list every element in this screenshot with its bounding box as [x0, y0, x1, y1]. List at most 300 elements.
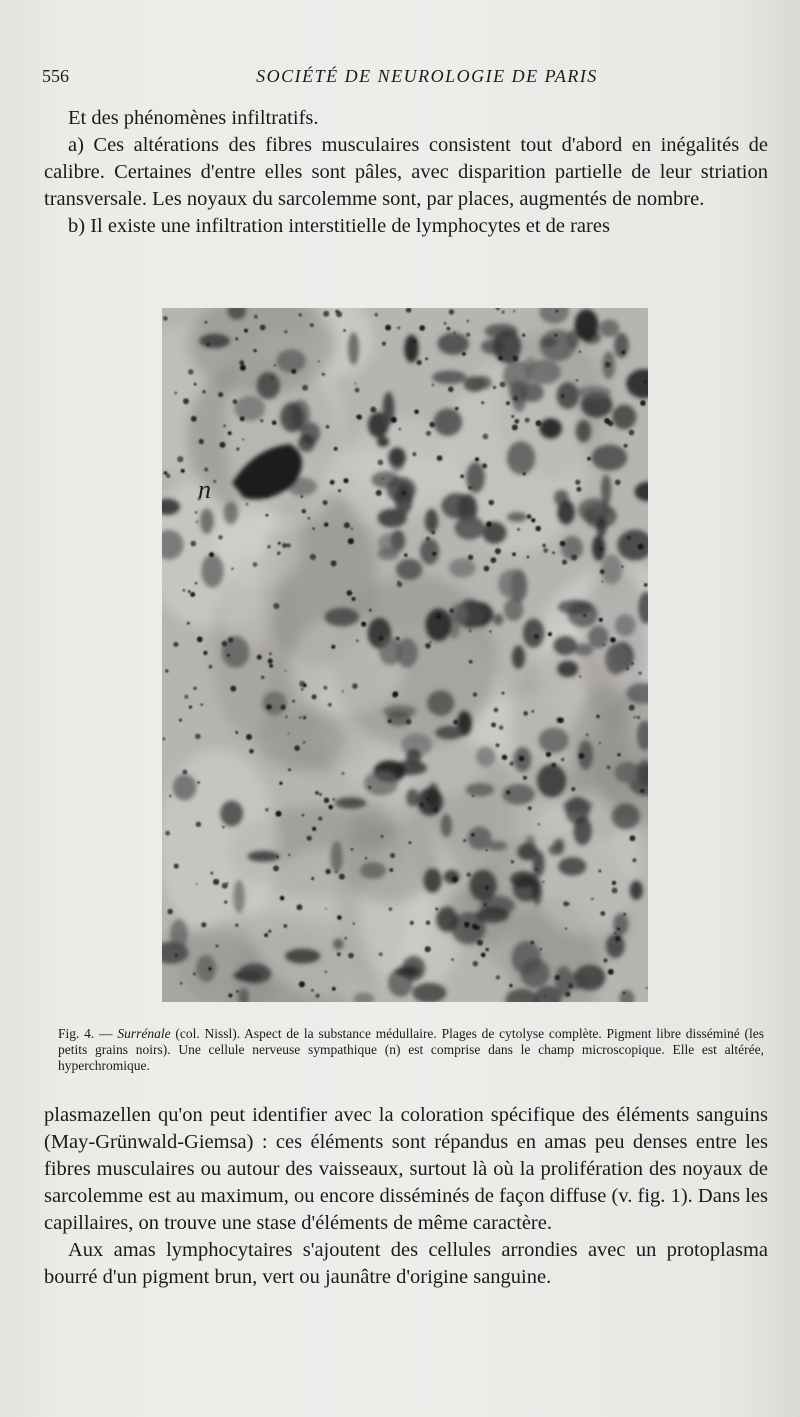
micrograph-cell [276, 349, 305, 372]
pigment-grain [195, 582, 197, 584]
pigment-grain [639, 672, 642, 675]
pigment-grain [575, 480, 580, 485]
pigment-grain [222, 883, 228, 889]
pigment-grain [491, 722, 496, 727]
pigment-grain [540, 948, 542, 950]
pigment-grain [429, 422, 435, 428]
pigment-grain [382, 478, 384, 480]
micrograph-cell [406, 749, 421, 765]
pigment-grain [222, 826, 224, 828]
pigment-grain [169, 795, 171, 797]
pigment-grain [568, 983, 573, 988]
pigment-grain [506, 401, 510, 405]
pigment-grain [528, 806, 532, 810]
pigment-grain [355, 388, 360, 393]
pigment-grain [604, 418, 610, 424]
micrograph-cell [521, 383, 544, 402]
micrograph-cell [576, 420, 591, 443]
pigment-grain [218, 535, 222, 539]
pigment-grain [591, 898, 594, 901]
pigment-grain [552, 551, 555, 554]
micrograph-cell [377, 437, 389, 447]
pigment-grain [330, 480, 335, 485]
micrograph-cell [450, 604, 468, 625]
micrograph-cell [173, 774, 197, 800]
pigment-grain [489, 500, 495, 506]
pigment-grain [179, 719, 182, 722]
pigment-grain [414, 410, 419, 415]
pigment-grain [188, 369, 193, 374]
pigment-grain [235, 337, 238, 340]
pigment-grain [173, 642, 178, 647]
micrograph-cell [364, 771, 398, 796]
pigment-grain [195, 511, 198, 514]
pigment-grain [175, 392, 177, 394]
pigment-grain [370, 407, 376, 413]
pigment-grain [576, 487, 581, 492]
pigment-grain [323, 686, 327, 690]
pigment-grain [485, 948, 489, 952]
running-title: SOCIÉTÉ DE NEUROLOGIE DE PARIS [256, 66, 598, 86]
pigment-grain [603, 644, 605, 646]
micrograph-cell [199, 334, 230, 349]
micrograph-cell [222, 636, 250, 668]
micrograph-cell [234, 396, 265, 421]
micrograph-cell [523, 619, 544, 648]
micrograph-cell [476, 746, 495, 766]
cell-marker-n: n [198, 475, 211, 504]
pigment-grain [420, 803, 424, 807]
pigment-grain [253, 349, 256, 352]
pigment-grain [325, 869, 330, 874]
pigment-grain [599, 742, 601, 744]
pigment-grain [274, 364, 276, 366]
pigment-grain [269, 652, 272, 655]
pigment-grain [472, 795, 475, 798]
micrograph-cell [557, 500, 574, 525]
pigment-grain [431, 531, 435, 535]
micrograph-cell [285, 949, 320, 964]
micrograph-cell [498, 569, 525, 598]
micrograph-cell [412, 983, 446, 1002]
pigment-grain [342, 772, 345, 775]
pigment-grain [390, 853, 395, 858]
pigment-grain [465, 924, 469, 928]
pigment-grain [514, 419, 519, 424]
pigment-grain [201, 703, 203, 705]
pigment-grain [502, 692, 505, 695]
pigment-grain [228, 431, 232, 435]
pigment-grain [227, 654, 230, 657]
pigment-grain [240, 416, 245, 421]
micrograph-cell [233, 880, 244, 913]
pigment-grain [375, 313, 378, 316]
micrograph-cell [378, 509, 407, 528]
pigment-grain [338, 489, 341, 492]
pigment-grain [361, 622, 366, 627]
pigment-grain [436, 613, 442, 619]
pigment-grain [324, 522, 328, 526]
pigment-grain [369, 609, 372, 612]
pigment-grain [463, 839, 466, 842]
pigment-grain [534, 634, 539, 639]
micrograph-cell [170, 919, 188, 950]
pigment-grain [506, 790, 510, 794]
pigment-grain [432, 552, 436, 556]
pigment-grain [426, 431, 431, 436]
micrograph-cell [379, 637, 402, 665]
pigment-grain [413, 340, 417, 344]
micrograph-cell [417, 788, 443, 816]
pigment-grain [339, 874, 345, 880]
pigment-grain [466, 333, 470, 337]
pigment-grain [228, 994, 232, 998]
pigment-grain [249, 749, 254, 754]
pigment-grain [299, 313, 302, 316]
pigment-grain [303, 716, 306, 719]
pigment-grain [291, 369, 296, 374]
pigment-grain [351, 528, 353, 530]
pigment-grain [356, 415, 360, 419]
pigment-grain [189, 706, 192, 709]
pigment-grain [535, 526, 541, 532]
pigment-grain [392, 692, 397, 697]
pigment-grain [481, 953, 486, 958]
pigment-grain [310, 323, 314, 327]
pigment-grain [531, 518, 535, 522]
pigment-grain [342, 690, 344, 692]
pigment-grain [191, 541, 197, 547]
pigment-grain [287, 733, 289, 735]
pigment-grain [195, 734, 201, 740]
pigment-grain [538, 823, 540, 825]
pigment-grain [472, 924, 478, 930]
pigment-grain [302, 814, 304, 816]
pigment-grain [489, 630, 491, 632]
pigment-grain [180, 982, 182, 984]
pigment-grain [401, 491, 406, 496]
pigment-grain [437, 455, 443, 461]
pigment-grain [412, 452, 416, 456]
pigment-grain [246, 734, 252, 740]
micrograph-cell [464, 376, 486, 392]
pigment-grain [265, 808, 268, 811]
micrograph-cell [512, 645, 525, 668]
pigment-grain [511, 860, 514, 863]
pigment-grain [624, 444, 628, 448]
micrograph-cell [406, 789, 419, 807]
pigment-grain [190, 592, 195, 597]
micrograph-cell [438, 333, 469, 355]
pigment-grain [344, 937, 347, 940]
pigment-grain [496, 975, 500, 979]
pigment-grain [637, 716, 640, 719]
pigment-grain [261, 676, 264, 679]
pigment-grain [316, 994, 320, 998]
pigment-grain [230, 686, 236, 692]
pigment-grain [260, 325, 266, 331]
pigment-grain [495, 548, 501, 554]
pigment-grain [426, 537, 430, 541]
micrograph-cell [224, 502, 238, 525]
pigment-grain [579, 753, 585, 759]
pigment-grain [527, 556, 530, 559]
micrograph-cell [614, 333, 629, 358]
pigment-grain [546, 752, 551, 757]
micrograph-cell [540, 418, 562, 438]
pigment-grain [164, 471, 168, 475]
pigment-grain [579, 676, 581, 678]
pigment-grain [328, 703, 332, 707]
micrograph-cell [549, 844, 565, 855]
pigment-grain [235, 731, 238, 734]
pigment-grain [542, 881, 544, 883]
pigment-grain [163, 738, 166, 741]
pigment-grain [191, 416, 197, 422]
pigment-grain [292, 700, 295, 703]
pigment-grain [631, 662, 633, 664]
micrograph-cell [435, 726, 463, 740]
pigment-grain [318, 361, 320, 363]
pigment-grain [324, 798, 330, 804]
pigment-grain [303, 741, 305, 743]
pigment-grain [319, 793, 322, 796]
pigment-grain [337, 915, 342, 920]
pigment-grain [565, 992, 570, 997]
pigment-grain [603, 958, 607, 962]
pigment-grain [276, 811, 282, 817]
pigment-grain [351, 597, 355, 601]
pigment-grain [471, 833, 475, 837]
pigment-grain [348, 538, 354, 544]
pigment-grain [623, 991, 626, 994]
micrograph-cell [593, 501, 603, 515]
pigment-grain [246, 503, 249, 506]
micrograph-cell [335, 797, 366, 808]
pigment-grain [629, 705, 635, 711]
pigment-grain [220, 442, 226, 448]
pigment-grain [348, 953, 354, 959]
caption-organ: Surrénale [117, 1026, 171, 1041]
pigment-grain [510, 762, 514, 766]
micrograph-cell [507, 512, 527, 522]
pigment-grain [621, 350, 625, 354]
pigment-grain [273, 865, 279, 871]
paragraph-b: b) Il existe une infiltration interstitielle de lymphocytes et de rares [68, 215, 610, 237]
pigment-grain [184, 695, 188, 699]
pigment-grain [216, 945, 219, 948]
pigment-grain [462, 352, 466, 356]
pigment-grain [605, 362, 611, 368]
pigment-grain [331, 560, 337, 566]
pigment-grain [323, 311, 329, 317]
pigment-grain [239, 360, 244, 365]
pigment-grain [344, 479, 348, 483]
pigment-grain [268, 658, 273, 663]
pigment-grain [432, 384, 435, 387]
pigment-grain [303, 684, 307, 688]
micrograph-cell [575, 309, 599, 340]
pigment-grain [617, 753, 620, 756]
micrograph-cell [588, 626, 608, 649]
pigment-grain [543, 548, 548, 553]
pigment-grain [477, 940, 483, 946]
pigment-grain [336, 311, 342, 317]
pigment-grain [376, 490, 382, 496]
pigment-grain [629, 430, 635, 436]
pigment-grain [188, 590, 191, 593]
micrograph-cell [432, 371, 466, 384]
pigment-grain [355, 383, 357, 385]
pigment-grain [571, 555, 577, 561]
pigment-grain [326, 425, 329, 428]
pigment-grain [228, 637, 233, 642]
pigment-grain [325, 971, 327, 973]
pigment-grain [201, 922, 206, 927]
paragraph-amas: Aux amas lymphocytaires s'ajoutent des cellules arrondies avec un protoplasma bourré d'un pigment brun, vert ou jaunâtre d'origine sanguine. [44, 1239, 768, 1288]
pigment-grain [282, 543, 287, 548]
pigment-grain [268, 930, 271, 933]
micrograph-cell [424, 868, 442, 893]
pigment-grain [632, 858, 636, 862]
micrograph-cell [481, 339, 505, 354]
pigment-grain [301, 688, 304, 691]
pigment-grain [236, 990, 238, 992]
pigment-grain [473, 961, 479, 967]
pigment-grain [587, 457, 591, 461]
pigment-grain [638, 544, 644, 550]
pigment-grain [512, 552, 516, 556]
pigment-grain [337, 952, 341, 956]
pigment-grain [240, 365, 246, 371]
pigment-grain [491, 557, 497, 563]
pigment-grain [452, 876, 458, 882]
pigment-grain [626, 667, 629, 670]
pigment-grain [242, 439, 244, 441]
pigment-grain [177, 456, 183, 462]
pigment-grain [629, 835, 635, 841]
pigment-grain [244, 329, 248, 333]
pigment-grain [558, 717, 564, 723]
micrograph-cell [196, 955, 216, 982]
pigment-grain [213, 879, 219, 885]
pigment-grain [312, 827, 316, 831]
pigment-grain [199, 439, 204, 444]
pigment-grain [419, 325, 425, 331]
pigment-grain [183, 398, 189, 404]
pigment-grain [640, 789, 644, 793]
micrograph-cell [540, 330, 576, 362]
pigment-grain [512, 356, 518, 362]
pigment-grain [435, 908, 438, 911]
pigment-grain [426, 798, 429, 801]
micrograph-cell [612, 804, 640, 830]
micrograph-cell [592, 445, 628, 471]
pigment-grain [527, 514, 532, 519]
pigment-grain [583, 614, 586, 617]
pigment-grain [517, 528, 520, 531]
pigment-grain [302, 385, 308, 391]
pigment-grain [347, 590, 353, 596]
micrograph-wash [343, 821, 439, 903]
pigment-grain [299, 716, 301, 718]
pigment-grain [333, 798, 335, 800]
micrograph-cell [420, 538, 439, 564]
pigment-grain [512, 424, 518, 430]
micrograph-cell [502, 784, 535, 805]
top-text-block [44, 105, 768, 240]
pigment-grain [498, 356, 503, 361]
pigment-grain [600, 911, 605, 916]
micrograph-cell [630, 881, 643, 900]
micrograph-cell [449, 558, 476, 578]
micrograph-cell [605, 644, 627, 675]
pigment-grain [277, 552, 280, 555]
micrograph-cell [520, 959, 549, 988]
pigment-grain [196, 521, 198, 523]
pigment-grain [486, 849, 488, 851]
caption-label: Fig. 4. — [58, 1026, 113, 1041]
pigment-grain [368, 786, 371, 789]
micrograph-cell [248, 851, 280, 862]
pigment-grain [328, 805, 333, 810]
pigment-grain [389, 868, 393, 872]
pigment-grain [523, 472, 526, 475]
pigment-grain [460, 474, 464, 478]
pigment-grain [502, 311, 505, 314]
pigment-grain [473, 693, 477, 697]
micrograph-cell [333, 938, 344, 949]
micrograph-cell [599, 319, 619, 337]
pigment-grain [623, 913, 626, 916]
pigment-grain [284, 924, 288, 928]
pigment-grain [382, 342, 386, 346]
pigment-grain [399, 428, 401, 430]
pigment-grain [352, 683, 358, 689]
pigment-grain [288, 768, 291, 771]
pigment-grain [481, 401, 484, 404]
figure-caption [58, 1026, 764, 1074]
pigment-grain [334, 447, 338, 451]
pigment-grain [233, 399, 238, 404]
micrograph-cell [280, 402, 304, 432]
pigment-grain [266, 704, 272, 710]
micrograph-cell [234, 970, 263, 981]
pigment-grain [265, 494, 268, 497]
pigment-grain [522, 334, 525, 337]
pigment-grain [615, 479, 621, 485]
pigment-grain [608, 969, 614, 975]
micrograph-cell [493, 614, 503, 625]
pigment-grain [167, 909, 173, 915]
pigment-grain [397, 582, 403, 588]
pigment-grain [281, 705, 286, 710]
pigment-grain [194, 383, 197, 386]
pigment-grain [312, 694, 317, 699]
pigment-grain [323, 500, 328, 505]
pigment-grain [544, 995, 546, 997]
pigment-grain [197, 636, 203, 642]
micrograph-cell [507, 441, 535, 474]
pigment-grain [260, 419, 263, 422]
pigment-grain [165, 831, 170, 836]
micrograph-cell [615, 614, 636, 636]
pigment-grain [222, 641, 228, 647]
pigment-grain [599, 547, 603, 551]
pigment-grain [223, 424, 226, 427]
pigment-grain [496, 743, 500, 747]
pigment-grain [556, 310, 559, 313]
